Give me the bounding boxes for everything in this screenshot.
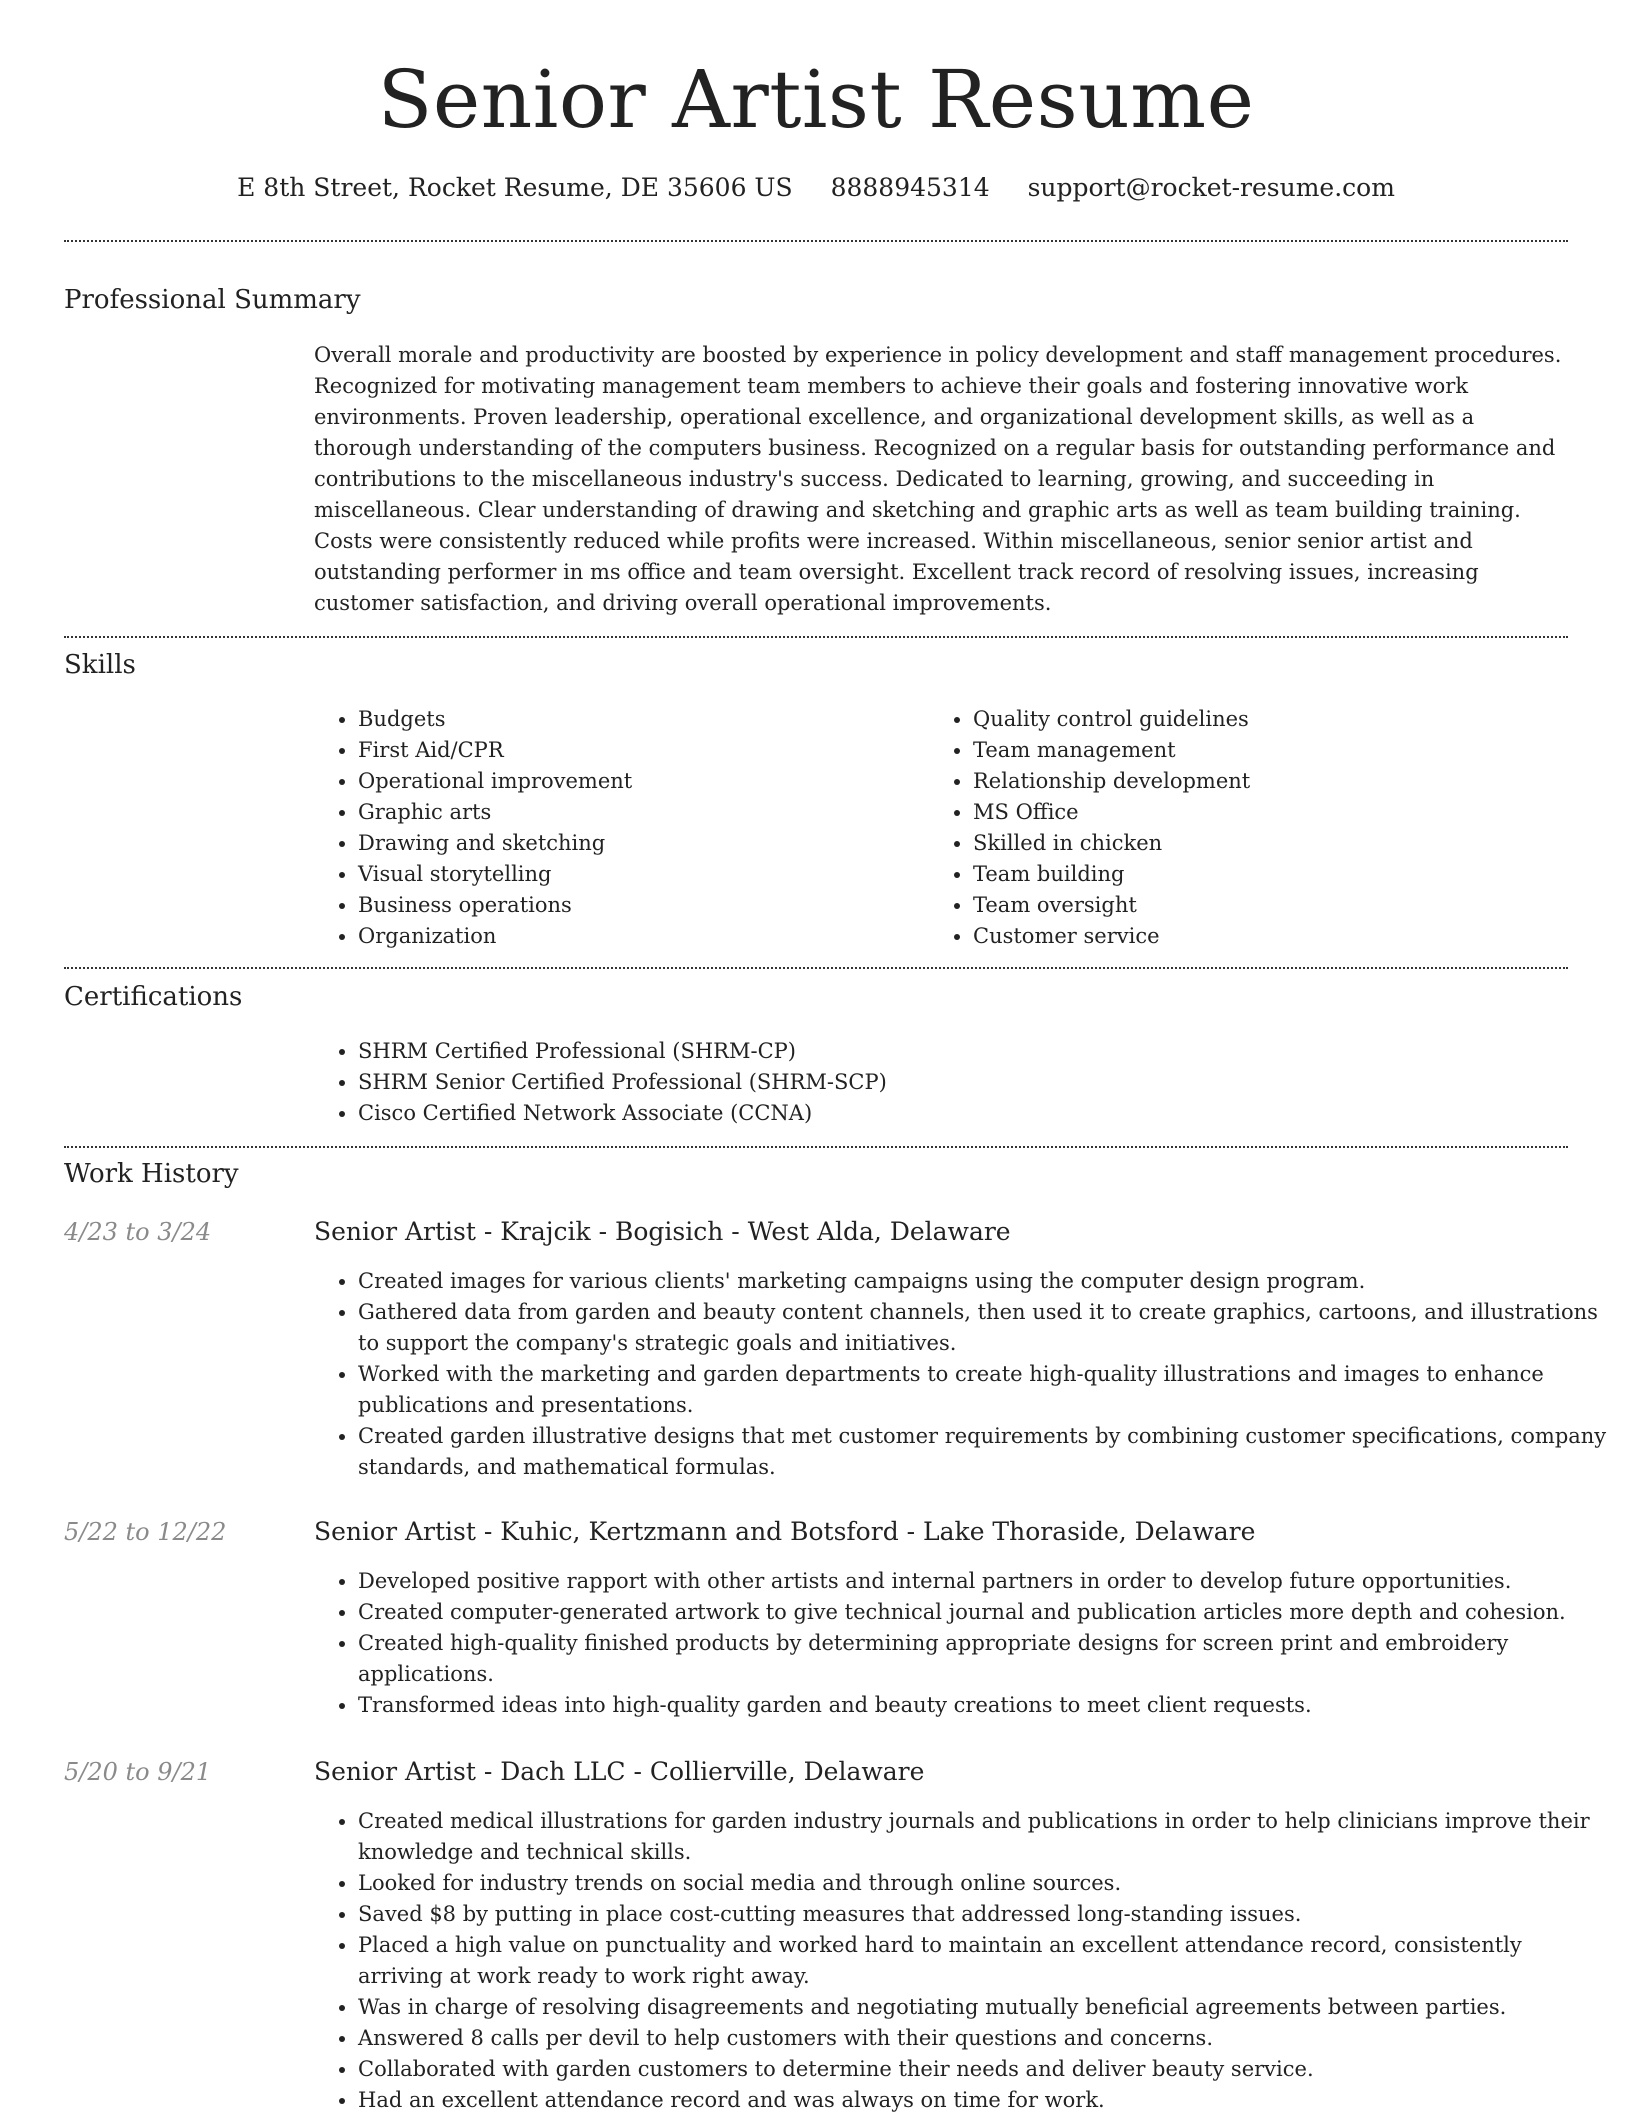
certifications-heading: Certifications <box>64 982 243 1012</box>
job-bullet: • Answered 8 calls per devil to help customers with their questions and concerns. <box>358 2023 1612 2054</box>
job-dates: 4/23 to 3/24 <box>64 1218 212 1246</box>
skill-item: • Operational improvement <box>358 766 918 797</box>
section-divider <box>64 967 1568 969</box>
section-divider <box>64 240 1568 242</box>
work-history-heading: Work History <box>64 1159 239 1189</box>
skills-list-right <box>929 704 1593 952</box>
contact-address: E 8th Street, Rocket Resume, DE 35606 US <box>237 173 793 202</box>
job-bullets <box>314 1806 1612 2116</box>
job-bullet: • Transformed ideas into high-quality garden and beauty creations to meet client requests. <box>358 1690 1612 1721</box>
job-bullet: • Worked with the marketing and garden departments to create high-quality illustrations and images to enhance publications and presentations. <box>358 1359 1612 1421</box>
job-bullet: • Created garden illustrative designs that met customer requirements by combining customer specifications, company standards, and mathematical formulas. <box>358 1421 1612 1483</box>
job-bullets <box>314 1266 1612 1483</box>
page-title: Senior Artist Resume <box>377 53 1255 146</box>
job-bullet: • Had an excellent attendance record and was always on time for work. <box>358 2085 1612 2116</box>
certification-item: • SHRM Senior Certified Professional (SHRM-SCP) <box>358 1067 1612 1098</box>
skills-list-left <box>314 704 918 952</box>
skill-item: • Graphic arts <box>358 797 918 828</box>
skill-item: • Organization <box>358 921 918 952</box>
skill-item: • First Aid/CPR <box>358 735 918 766</box>
section-divider <box>64 1146 1568 1148</box>
contact-email: support@rocket-resume.com <box>1027 173 1395 202</box>
skill-item: • Customer service <box>973 921 1593 952</box>
job-bullet: • Collaborated with garden customers to determine their needs and deliver beauty service. <box>358 2054 1612 2085</box>
job-bullet: • Was in charge of resolving disagreements and negotiating mutually beneficial agreements between parties. <box>358 1992 1612 2023</box>
contact-phone: 8888945314 <box>830 173 990 202</box>
certification-item: • Cisco Certified Network Associate (CCNA) <box>358 1098 1612 1129</box>
skill-item: • Team oversight <box>973 890 1593 921</box>
job-bullet: • Placed a high value on punctuality and worked hard to maintain an excellent attendance record, consistently arriving at work ready to work right away. <box>358 1930 1612 1992</box>
contact-line <box>0 170 1632 206</box>
section-divider <box>64 636 1568 638</box>
skill-item: • Relationship development <box>973 766 1593 797</box>
summary-heading: Professional Summary <box>64 285 361 315</box>
skill-item: • Budgets <box>358 704 918 735</box>
job-title: Senior Artist - Kuhic, Kertzmann and Botsford - Lake Thoraside, Delaware <box>314 1517 1256 1546</box>
job-title: Senior Artist - Krajcik - Bogisich - West Alda, Delaware <box>314 1217 1011 1246</box>
certifications-list <box>314 1036 1612 1129</box>
job-bullet: • Gathered data from garden and beauty content channels, then used it to create graphics, cartoons, and illustrations to support the company's strategic goals and initiatives. <box>358 1297 1612 1359</box>
skill-item: • Visual storytelling <box>358 859 918 890</box>
skill-item: • Skilled in chicken <box>973 828 1593 859</box>
job-title: Senior Artist - Dach LLC - Collierville, Delaware <box>314 1757 925 1786</box>
job-dates: 5/20 to 9/21 <box>64 1758 212 1786</box>
skill-item: • Team building <box>973 859 1593 890</box>
skill-item: • Business operations <box>358 890 918 921</box>
skill-item: • Team management <box>973 735 1593 766</box>
job-bullet: • Looked for industry trends on social media and through online sources. <box>358 1868 1612 1899</box>
job-dates: 5/22 to 12/22 <box>64 1518 227 1546</box>
skill-item: • Quality control guidelines <box>973 704 1593 735</box>
skill-item: • MS Office <box>973 797 1593 828</box>
job-bullet: • Developed positive rapport with other artists and internal partners in order to develop future opportunities. <box>358 1566 1612 1597</box>
job-bullet: • Saved $8 by putting in place cost-cutting measures that addressed long-standing issues. <box>358 1899 1612 1930</box>
certification-item: • SHRM Certified Professional (SHRM-CP) <box>358 1036 1612 1067</box>
skill-item: • Drawing and sketching <box>358 828 918 859</box>
job-bullet: • Created computer-generated artwork to give technical journal and publication articles more depth and cohesion. <box>358 1597 1612 1628</box>
summary-text: Overall morale and productivity are boosted by experience in policy development and staff management procedures. Recognized for motivating management team members to achieve their goals and fostering innovative work environments. Proven leadership, operational excellence, and organizational development skills, as well as a thorough understanding of the computers business. Recognized on a regular basis for outstanding performance and contributions to the miscellaneous industry's success. Dedicated to learning, growing, and succeeding in miscellaneous. Clear understanding of drawing and sketching and graphic arts as well as team building training. Costs were consistently reduced while profits were increased. Within miscellaneous, senior senior artist and outstanding performer in ms office and team oversight. Excellent track record of resolving issues, increasing customer satisfaction, and driving overall operational improvements. <box>314 343 1562 615</box>
job-bullets <box>314 1566 1612 1721</box>
job-bullet: • Created images for various clients' marketing campaigns using the computer design program. <box>358 1266 1612 1297</box>
skills-heading: Skills <box>64 650 136 680</box>
job-bullet: • Created medical illustrations for garden industry journals and publications in order to help clinicians improve their knowledge and technical skills. <box>358 1806 1612 1868</box>
job-bullet: • Created high-quality finished products by determining appropriate designs for screen print and embroidery applications. <box>358 1628 1612 1690</box>
